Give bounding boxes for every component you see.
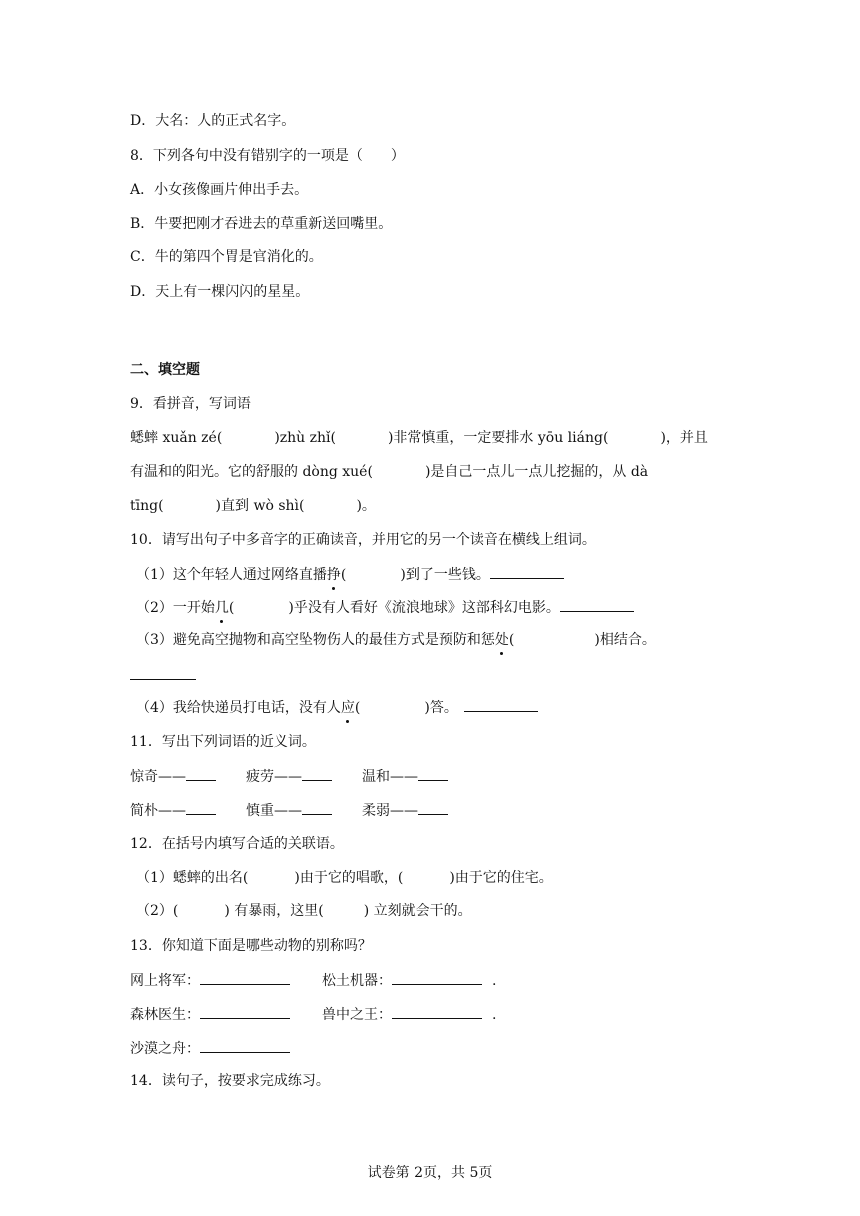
- q8-stem: 8．下列各句中没有错别字的一项是（ ）: [130, 148, 405, 164]
- q9-l3-b: )直到 wò shì(: [215, 498, 305, 514]
- q10-s4-answer-line[interactable]: [464, 696, 538, 712]
- q13-blank-2[interactable]: [392, 969, 482, 985]
- q12-s1: [136, 868, 553, 888]
- q13-dot-1: .: [492, 973, 497, 989]
- page-footer: 试卷第 2页，共 5页: [367, 1165, 493, 1181]
- q9-stem: 9．看拼音，写词语: [130, 396, 251, 412]
- q9-line-2: [130, 462, 648, 482]
- q12-s1-b: )由于它的唱歌，(: [294, 870, 404, 886]
- q11-blank-2[interactable]: [302, 765, 332, 781]
- q11-word-3: 温和——: [362, 769, 418, 785]
- q9-l1-c: )非常慎重，一定要排水 yōu liáng(: [387, 430, 609, 446]
- q9-l1-d: )，并且: [660, 430, 708, 446]
- q10-s1-a: （1）这个年轻人通过网络直播: [136, 567, 327, 583]
- q9-l1-a: 蟋蟀 xuǎn zé(: [130, 430, 223, 446]
- q11-blank-3[interactable]: [418, 765, 448, 781]
- q14-stem: 14．读句子，按要求完成练习。: [130, 1073, 330, 1089]
- q9-line-3: [130, 496, 376, 516]
- section-title-fill-blank: 二、填空题: [130, 362, 200, 378]
- q12-s2: [136, 901, 472, 921]
- q8-option-a: A．小女孩像画片伸出手去。: [130, 182, 309, 198]
- q12-s2-b: ) 有暴雨，这里(: [224, 903, 324, 919]
- q10-s3-c: )相结合。: [594, 632, 656, 648]
- q10-s3-a: （3）避免高空抛物和高空坠物伤人的最佳方式是预防和惩: [136, 632, 495, 648]
- q10-s3-b: (: [508, 632, 515, 648]
- q10-s3: [136, 630, 656, 650]
- q12-s1-c: )由于它的住宅。: [449, 870, 553, 886]
- q10-stem: 10．请写出句子中多音字的正确读音，并用它的另一个读音在横线上组词。: [130, 532, 596, 548]
- q13-label-1: 网上将军：: [130, 973, 200, 989]
- q12-s2-a: （2）(: [136, 903, 179, 919]
- q13-row-1: [130, 969, 496, 991]
- q13-dot-2: .: [492, 1007, 497, 1023]
- q13-blank-5[interactable]: [200, 1037, 290, 1053]
- q11-word-5: 慎重——: [246, 803, 302, 819]
- q13-label-4: 兽中之王：: [322, 1007, 392, 1023]
- q10-s2-c: )乎没有人看好《流浪地球》这部科幻电影。: [288, 600, 560, 616]
- q10-s1: [136, 563, 564, 585]
- q9-l3-a: tīng(: [130, 498, 164, 514]
- q11-word-4: 简朴——: [130, 803, 186, 819]
- q13-row-2: [130, 1003, 496, 1025]
- q10-s3-answer-line[interactable]: [130, 664, 196, 680]
- q8-option-c: C．牛的第四个胃是官消化的。: [130, 249, 323, 265]
- q10-s1-c: )到了一些钱。: [400, 567, 490, 583]
- q10-s4-b: (: [354, 700, 361, 716]
- q13-blank-3[interactable]: [200, 1003, 290, 1019]
- q9-l2-a: 有温和的阳光。它的舒服的 dòng xué(: [130, 464, 373, 480]
- q9-l2-b: )是自己一点儿一点儿挖掘的，从 dà: [424, 464, 649, 480]
- q11-stem: 11．写出下列词语的近义词。: [130, 734, 316, 750]
- q10-s2-answer-line[interactable]: [560, 596, 634, 612]
- q9-l1-b: )zhù zhǐ(: [274, 430, 336, 446]
- q13-label-5: 沙漠之舟：: [130, 1041, 200, 1057]
- q10-s4-a: （4）我给快递员打电话，没有人: [136, 700, 341, 716]
- q10-s2: [136, 596, 634, 618]
- q9-line-1: [130, 428, 708, 448]
- q12-stem: 12．在括号内填写合适的关联语。: [130, 836, 344, 852]
- q11-row-2: [130, 799, 448, 821]
- q10-s3-answer-row: [130, 664, 196, 686]
- q11-blank-6[interactable]: [418, 799, 448, 815]
- q10-s2-marked-char: 几: [214, 600, 229, 616]
- q13-blank-4[interactable]: [392, 1003, 482, 1019]
- q10-s2-b: (: [228, 600, 235, 616]
- q11-word-1: 惊奇——: [130, 769, 186, 785]
- q10-s4-marked-char: 应: [340, 700, 355, 716]
- q7-option-d: D．大名：人的正式名字。: [130, 113, 296, 129]
- q13-stem: 13．你知道下面是哪些动物的别称吗？: [130, 938, 372, 954]
- q11-row-1: [130, 765, 448, 787]
- q11-word-6: 柔弱——: [362, 803, 418, 819]
- q10-s4-c: )答。: [424, 700, 458, 716]
- q12-s2-c: ) 立刻就会干的。: [363, 903, 472, 919]
- q11-blank-4[interactable]: [186, 799, 216, 815]
- q10-s1-answer-line[interactable]: [490, 563, 564, 579]
- q10-s4: [136, 696, 538, 718]
- q12-s1-a: （1）蟋蟀的出名(: [136, 870, 249, 886]
- q8-option-d: D．天上有一棵闪闪的星星。: [130, 284, 310, 300]
- q9-l3-c: )。: [356, 498, 376, 514]
- q11-blank-5[interactable]: [302, 799, 332, 815]
- q10-s3-marked-char: 处: [494, 632, 509, 648]
- q10-s1-marked-char: 挣: [326, 567, 341, 583]
- q11-blank-1[interactable]: [186, 765, 216, 781]
- q11-word-2: 疲劳——: [246, 769, 302, 785]
- q13-blank-1[interactable]: [200, 969, 290, 985]
- q10-s1-b: (: [340, 567, 347, 583]
- q13-label-2: 松土机器：: [322, 973, 392, 989]
- q8-option-b: B．牛要把刚才吞进去的草重新送回嘴里。: [130, 216, 393, 232]
- q13-label-3: 森林医生：: [130, 1007, 200, 1023]
- q10-s2-a: （2）一开始: [136, 600, 215, 616]
- q13-row-3: [130, 1037, 290, 1059]
